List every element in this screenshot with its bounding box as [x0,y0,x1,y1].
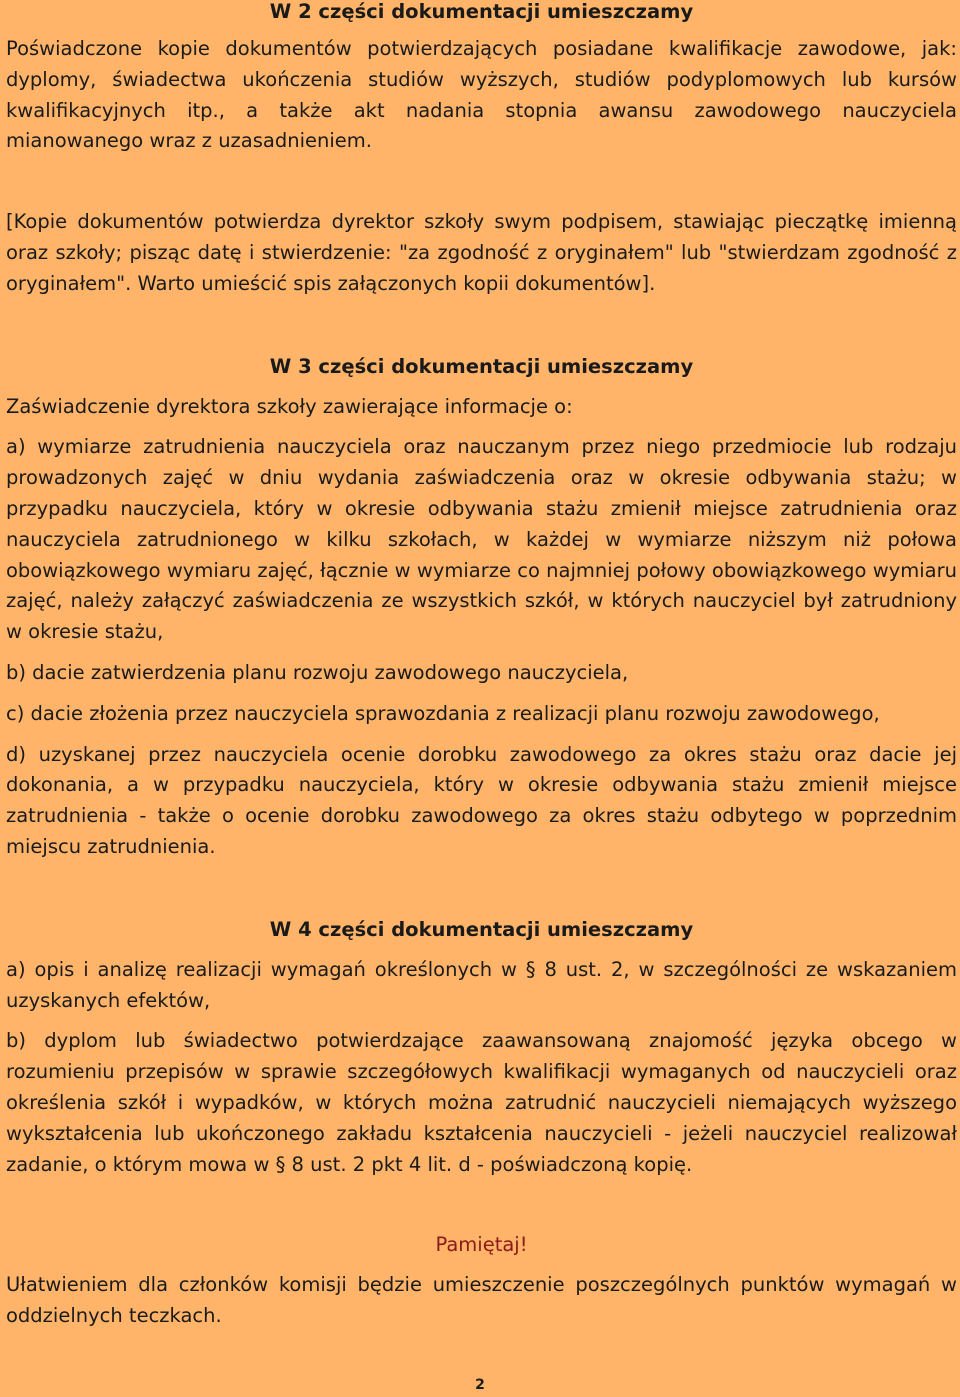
section-3-heading: W 3 części dokumentacji umieszczamy [269,354,694,378]
section-4-item-a: a) opis i analizę realizacji wymagań określonych w § 8 ust. 2, w szczególności ze wskazaniem uzyskanych efektów, [6,957,957,1012]
section-2-paragraph-2: [Kopie dokumentów potwierdza dyrektor szkoły swym podpisem, stawiając pieczątkę imienną oraz szkoły; pisząc datę i stwierdzenie: "za zgodność z oryginałem" lub "stwierdzam zgodność z oryginałem". Warto umieścić spis załączonych kopii dokumentów]. [6,210,957,295]
section-3-item-d: d) uzyskanej przez nauczyciela ocenie dorobku zawodowego za okres stażu oraz dacie jej dokonania, a w przypadku nauczyciela, który w okresie odbywania stażu zmienił miejsce zatrudnienia - także o ocenie dorobku zawodowego za okres stażu odbytego w poprzednim miejscu zatrudnienia. [6,742,957,858]
section-2-paragraph-1: Poświadczone kopie dokumentów potwierdzających posiadane kwalifikacje zawodowe, jak: dyplomy, świadectwa ukończenia studiów wyższych, studiów podyplomowych lub kursów kwalifikacyjnych itp., a także akt nadania stopnia awansu zawodowego nauczyciela mianowanego wraz z uzasadnieniem. [6,37,957,153]
reminder-text: Ułatwieniem dla członków komisji będzie umieszczenie poszczególnych punktów wymagań w oddzielnych teczkach. [6,1273,957,1328]
reminder-title: Pamiętaj! [435,1233,528,1257]
section-3-item-c: c) dacie złożenia przez nauczyciela sprawozdania z realizacji planu rozwoju zawodowego, [6,701,880,725]
page-number: 2 [475,1377,485,1393]
section-4-item-b: b) dyplom lub świadectwo potwierdzające zaawansowaną znajomość języka obcego w rozumieniu przepisów w sprawie szczegółowych kwalifikacji wymaganych od nauczycieli oraz określenia szkół i wypadków, w których można zatrudnić nauczycieli niemających wyższego wykształcenia lub ukończonego zakładu kształcenia nauczycieli - jeżeli nauczyciel realizował zadanie, o którym mowa w § 8 ust. 2 pkt 4 lit. d - poświadczoną kopię. [6,1029,957,1176]
section-4-heading: W 4 części dokumentacji umieszczamy [269,917,694,941]
section-3-intro: Zaświadczenie dyrektora szkoły zawierające informacje o: [6,394,573,418]
section-2-heading: W 2 części dokumentacji umieszczamy [269,0,694,23]
section-3-item-b: b) dacie zatwierdzenia planu rozwoju zawodowego nauczyciela, [6,660,629,684]
document-page [6,0,957,1332]
section-3-item-a: a) wymiarze zatrudnienia nauczyciela oraz nauczanym przez niego przedmiocie lub rodzaju prowadzonych zajęć w dniu wydania zaświadczenia oraz w okresie odbywania stażu; w przypadku nauczyciela, który w okresie odbywania stażu zmienił miejsce zatrudnienia oraz nauczyciela zatrudnionego w kilku szkołach, w każdej w wymiarze niższym niż połowa obowiązkowego wymiaru zajęć, łącznie w wymiarze co najmniej połowy obowiązkowego wymiaru zajęć, należy załączyć zaświadczenia ze wszystkich szkół, w których nauczyciel był zatrudniony w okresie stażu, [6,435,957,644]
